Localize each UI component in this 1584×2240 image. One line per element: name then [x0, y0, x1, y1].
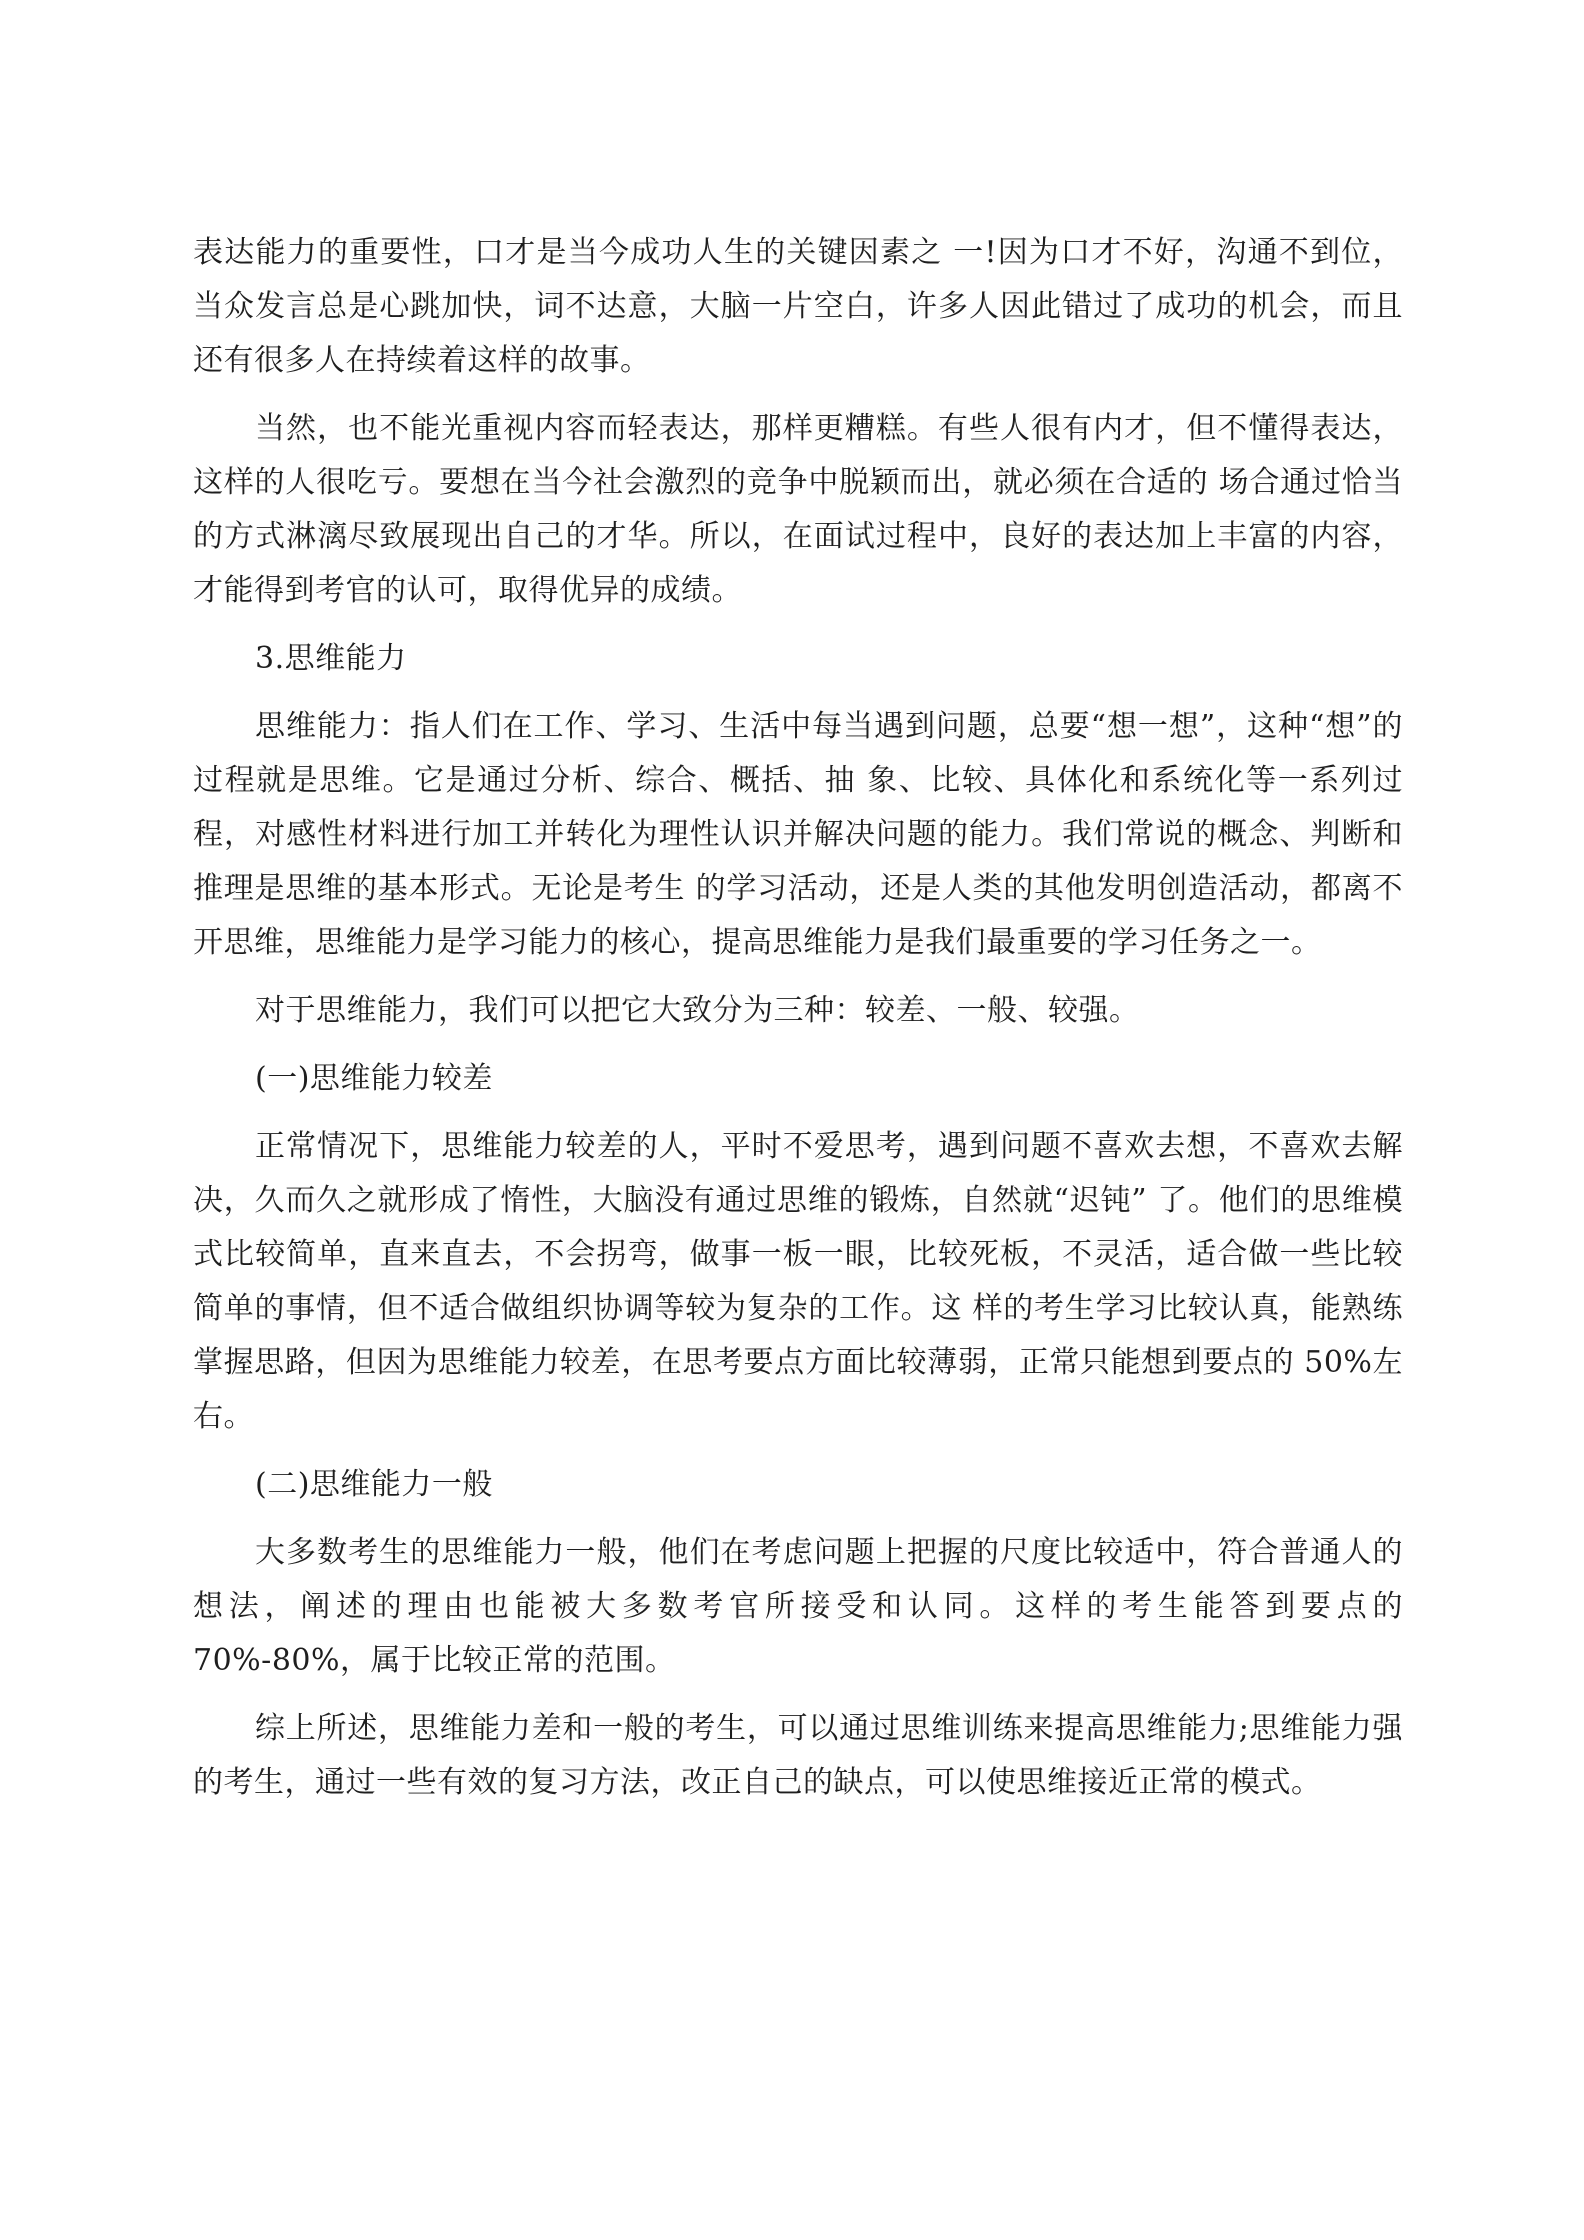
paragraph-summary: 综上所述，思维能力差和一般的考生，可以通过思维训练来提高思维能力;思维能力强的考生，通过一些有效的复习方法，改正自己的缺点，可以使思维接近正常的模式。 — [193, 1711, 1403, 1800]
paragraph-content-and-expression: 当然，也不能光重视内容而轻表达，那样更糟糕。有些人很有内才，但不懂得表达，这样的人很吃亏。要想在当今社会激烈的竞争中脱颖而出，就必须在合适的 场合通过恰当的方式淋漓尽致展现出自己的才华。所以，在面试过程中，良好的表达加上丰富的内容，才能得到考官的认可，取得优异的成绩。 — [193, 411, 1403, 608]
paragraph-expression-importance: 表达能力的重要性，口才是当今成功人生的关键因素之 一!因为口才不好，沟通不到位，当众发言总是心跳加快，词不达意，大脑一片空白，许多人因此错过了成功的机会，而且还有很多人在持续着这样的故事。 — [193, 235, 1403, 378]
paragraph-thinking-definition: 思维能力：指人们在工作、学习、生活中每当遇到问题，总要“想一想”，这种“想”的过程就是思维。它是通过分析、综合、概括、抽 象、比较、具体化和系统化等一系列过程，对感性材料进行加工并转化为理性认识并解决问题的能力。我们常说的概念、判断和推理是思维的基本形式。无论是考生 的学习活动，还是人类的其他发明创造活动，都离不开思维，思维能力是学习能力的核心，提高思维能力是我们最重要的学习任务之一。 — [193, 709, 1403, 960]
subheading-weak-thinking: (一)思维能力较差 — [255, 1061, 493, 1096]
subheading-average-thinking: (二)思维能力一般 — [255, 1467, 493, 1502]
paragraph-average-thinking: 大多数考生的思维能力一般，他们在考虑问题上把握的尺度比较适中，符合普通人的想法，阐述的理由也能被大多数考官所接受和认同。这样的考生能答到要点的 70%-80%，属于比较正常的范围。 — [193, 1535, 1403, 1678]
document-body — [193, 226, 1403, 1824]
section-heading-thinking-ability: 3.思维能力 — [255, 641, 407, 676]
paragraph-thinking-categories: 对于思维能力，我们可以把它大致分为三种：较差、一般、较强。 — [255, 993, 1140, 1028]
paragraph-weak-thinking: 正常情况下，思维能力较差的人，平时不爱思考，遇到问题不喜欢去想，不喜欢去解决，久而久之就形成了惰性，大脑没有通过思维的锻炼，自然就“迟钝” 了。他们的思维模式比较简单，直来直去，不会拐弯，做事一板一眼，比较死板，不灵活，适合做一些比较简单的事情，但不适合做组织协调等较为复杂的工作。这 样的考生学习比较认真，能熟练掌握思路，但因为思维能力较差，在思考要点方面比较薄弱，正常只能想到要点的 50%左右。 — [193, 1129, 1403, 1434]
